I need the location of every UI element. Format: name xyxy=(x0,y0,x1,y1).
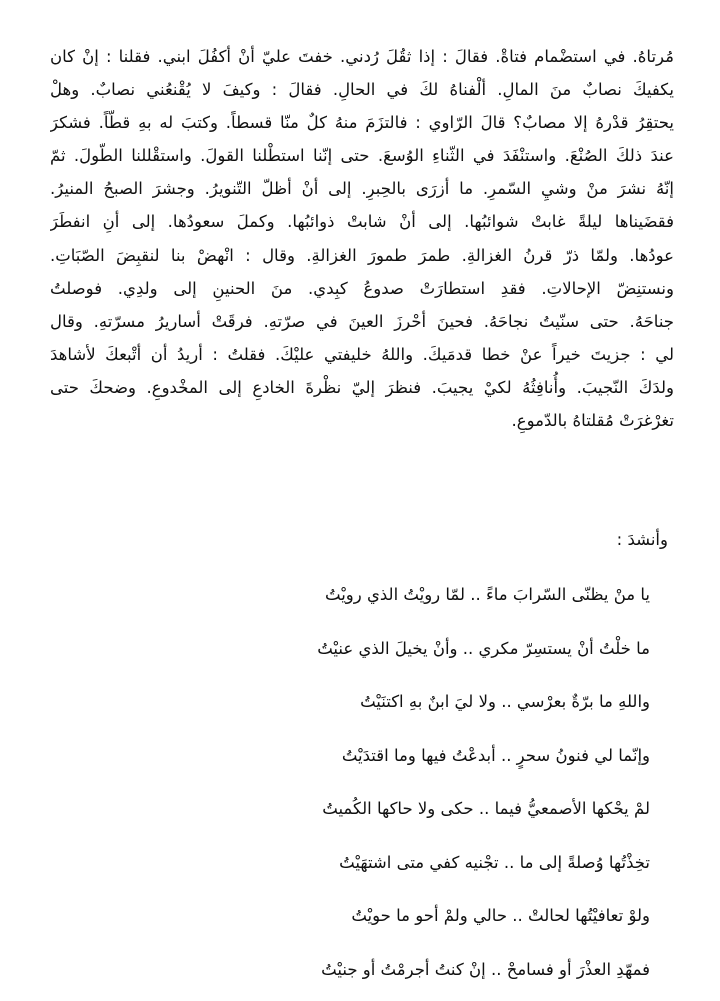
poem-verse: وإنّما لي فنونُ سحرٍ .. أبدعْتُ فيها وما اقتدَيْتُ xyxy=(50,734,650,788)
poem-verse: لمْ يحْكها الأصمعيُّ فيما .. حكى ولا حاكها الكُميتُ xyxy=(50,787,650,841)
prose-line: ونستنِضّ الإحالاتِ. فقدِ استطارَتْ صدوعُ كبِدي. منَ الحنينِ إلى ولدِي. فوصلتُ xyxy=(50,272,674,305)
prose-line: جناحَهُ. حتى سنّيتُ نجاحَهُ. فحينَ أحْرزَ العينَ في صرّتهِ. فرقَتْ أساريرُ مسرّتهِ. وقال xyxy=(50,305,674,338)
poem-verse: واللهِ ما برّةٌ بعرْسي .. ولا ليَ ابنٌ بهِ اكتنَيْتُ xyxy=(50,680,650,734)
poem-verse: يا منْ يظنّى السّرابَ ماءً .. لمّا رويْتُ الذي رويْتُ xyxy=(50,573,650,627)
prose-line: لي : جزيتَ خيراً عنْ خطا قدمَيكَ. واللهُ خليفتي عليْكَ. فقلتُ : أريدُ أن أتْبعكَ لأشاهدَ xyxy=(50,338,674,371)
poem-verse: ولوْ تعافيْتُها لحالتْ .. حالي ولمْ أحو ما حويْتُ xyxy=(50,894,650,948)
prose-line: عندَ ذلكَ الصُنْعَ. واستنْفَدَ في الثّناءِ الوُسعَ. حتى إنّنا استطْلنا القولَ. واستقْللنا الطّولَ. ثمّ xyxy=(50,139,674,172)
prose-line: إنّهُ نشرَ منْ وشيِ السّمرِ. ما أزرَى بالحِبرِ. إلى أنْ أظلّ التّنويرُ. وجشرَ الصبحُ المنيرُ. xyxy=(50,172,674,205)
poem-verse: ما خلْتُ أنْ يستسِرّ مكري .. وأنْ يخيلَ الذي عنيْتُ xyxy=(50,627,650,681)
prose-paragraph xyxy=(50,40,674,437)
poem-verse: تخِذْتُها وُصلةً إلى ما .. تجْنيه كفي متى اشتهَيْتُ xyxy=(50,841,650,895)
prose-line: فقضَيناها ليلةً غابتْ شوائبُها. إلى أنْ شابتْ ذوائبُها. وكملَ سعودُها. إلى أنِ انفطَرَ xyxy=(50,205,674,238)
prose-line: مُرتاهُ. في استضْمام فتاةْ. فقالَ : إذا ثقُلَ رُدني. خفتَ عليّ أنْ أكفُلَ ابني. فقلنا : إنْ كان xyxy=(50,40,674,73)
poem-verse: فمهّدِ العذْرَ أو فسامحْ .. إنْ كنتُ أجرمْتُ أو جنيْتُ xyxy=(50,948,650,1001)
prose-line: تغرْغرَتْ مُقلتاهُ بالدّموعِ. xyxy=(50,404,674,437)
prose-line: ولدَكَ النّجيبَ. وأُنافِثُهُ لكيْ يجيبَ. فنظرَ إليّ نظْرةَ الخادعِ إلى المخْدوعِ. وضحكَ حتى xyxy=(50,371,674,404)
prose-line: يحتقِرُ قدْرهُ إلا مصابٌ؟ قالَ الرّاوي : فالتزَمَ منهُ كلٌ منّا قسطاً. وكتبَ له بهِ قطّاً. فشكرَ xyxy=(50,106,674,139)
prose-line: يكفيكَ نصابٌ منَ المالِ. ألْفناهُ لكَ في الحالِ. فقالَ : وكيفَ لا يُقْنعُني نصابٌ. وهلْ xyxy=(50,73,674,106)
poem-intro: وأنشدَ : xyxy=(617,525,668,555)
poem xyxy=(50,573,650,1001)
prose-line: عودُها. ولمّا ذرّ قرنُ الغزالةِ. طمرَ طمورَ الغزالةِ. وقال : انْهضْ بنا لنقبِضَ الصّبَاتِ. xyxy=(50,239,674,272)
